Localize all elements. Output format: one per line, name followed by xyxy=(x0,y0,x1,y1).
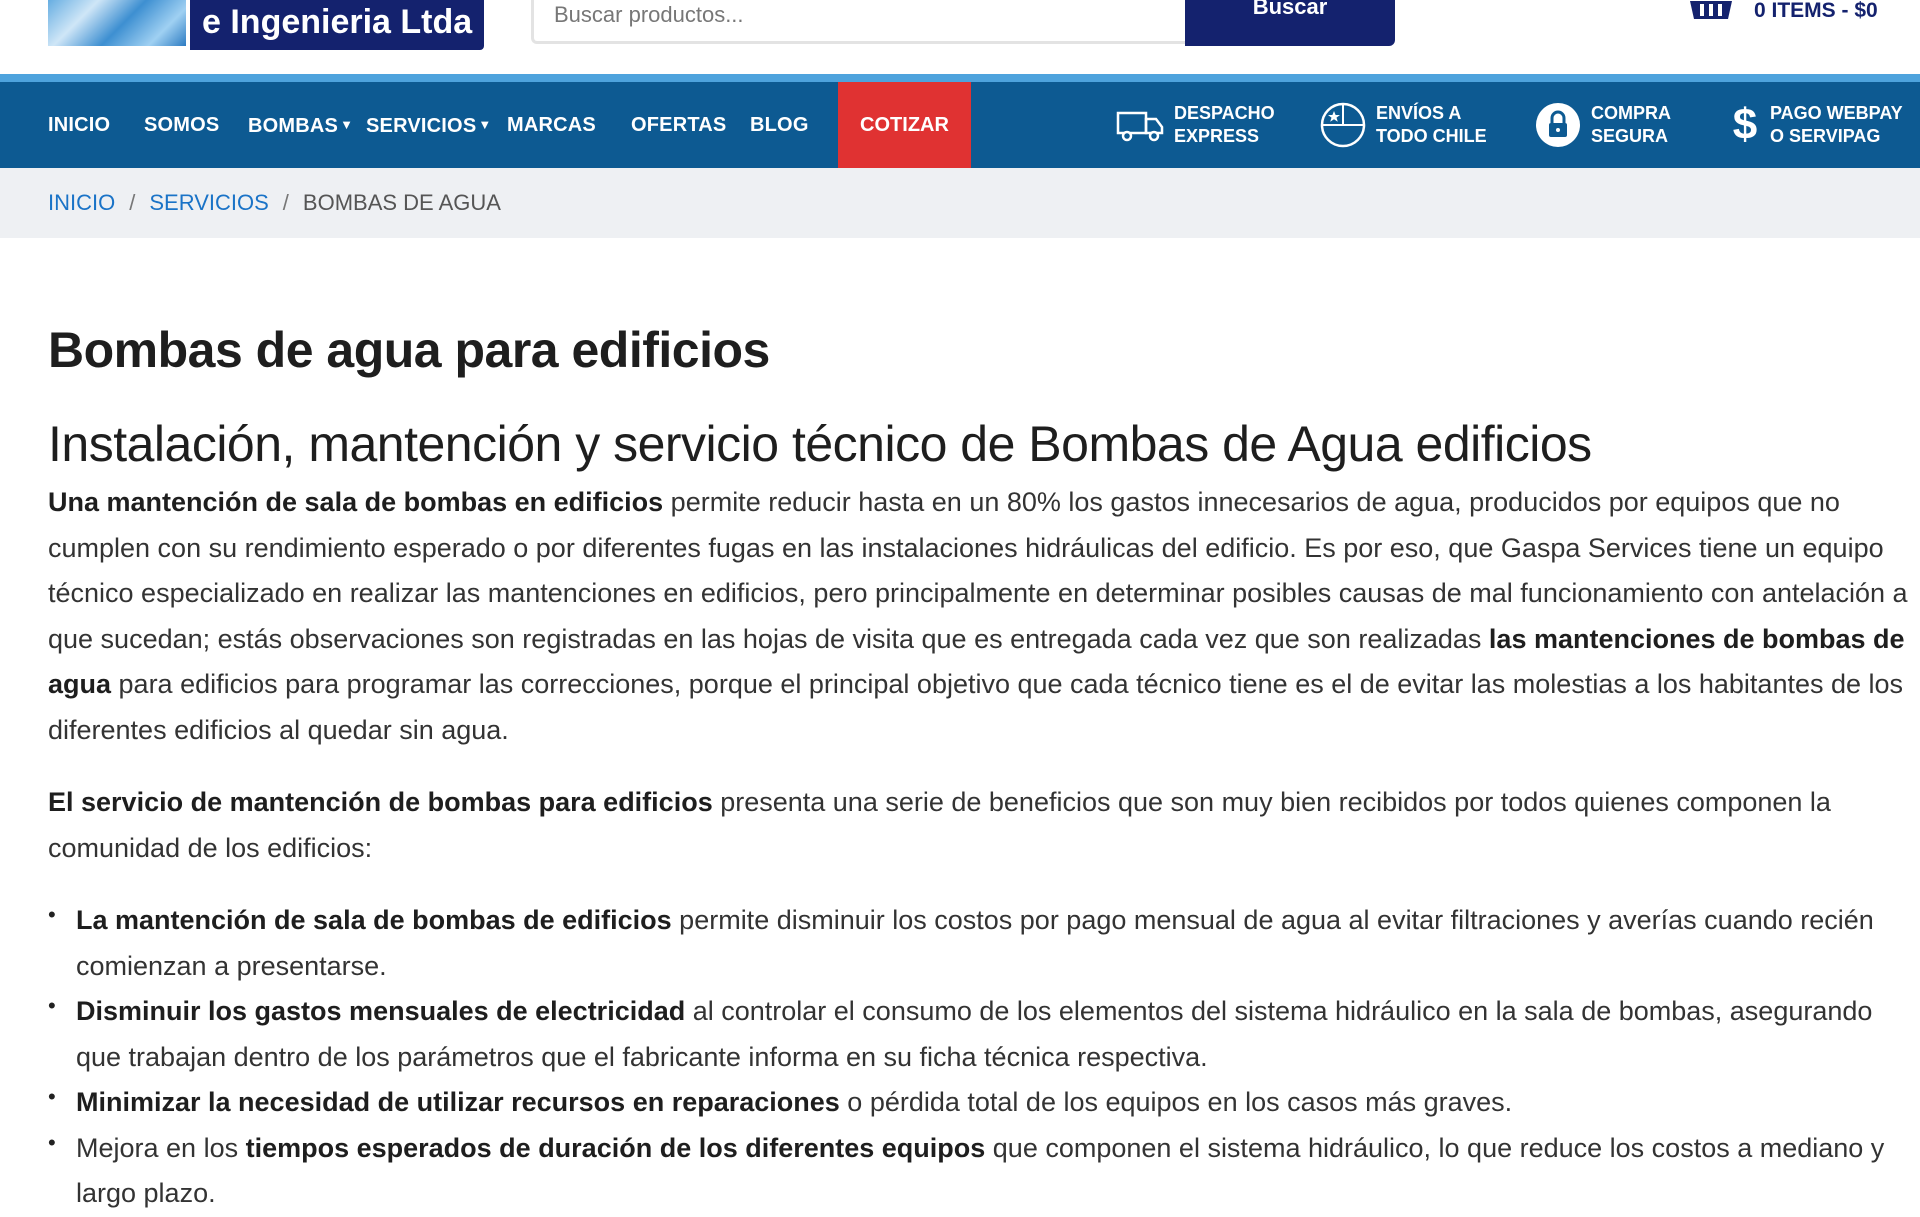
body-text: presenta una serie de beneficios que son muy bien recibidos por todos quienes componen la comunidad de los edificios: xyxy=(48,787,1831,863)
cart-link[interactable] xyxy=(1688,0,1878,26)
perk-line: EXPRESS xyxy=(1174,126,1260,146)
chevron-down-icon: ▼ xyxy=(340,117,354,132)
breadcrumb-separator: / xyxy=(282,190,289,215)
breadcrumb xyxy=(0,168,1920,238)
bold-text: La mantención de sala de bombas de edificios xyxy=(76,905,672,935)
nav-item-blog[interactable]: BLOG xyxy=(750,114,809,136)
search-input[interactable]: Buscar productos... xyxy=(531,0,1185,44)
body-text: o pérdida total de los equipos en los casos más graves. xyxy=(839,1087,1513,1117)
perk-line: TODO CHILE xyxy=(1376,126,1487,146)
list-item xyxy=(76,898,1908,989)
chevron-down-icon: ▼ xyxy=(478,117,492,132)
bold-text: Minimizar la necesidad de utilizar recursos en reparaciones xyxy=(76,1087,840,1117)
benefits-intro-paragraph xyxy=(48,780,1908,871)
lock-icon xyxy=(1535,102,1581,148)
perk-line: COMPRA xyxy=(1591,103,1671,123)
list-item xyxy=(76,1080,1908,1126)
list-item xyxy=(76,1126,1908,1217)
nav-item-servicios[interactable] xyxy=(366,82,491,168)
logo-graphic xyxy=(48,0,186,46)
breadcrumb-separator: / xyxy=(129,190,136,215)
perk-pago-text xyxy=(1770,102,1903,148)
perk-envios-text xyxy=(1376,102,1487,148)
perk-despacho-text xyxy=(1174,102,1275,148)
body-text: permite reducir hasta en un 80% los gastos innecesarios de agua, producidos por equipos que no cumplen con su rendimiento esperado o por diferentes fugas en las instalaciones hidráulicas del edificio. Es por eso, que Gaspa Services tiene un equipo técnico especializado en realizar las mantenciones en edificios, pero principalmente en determinar posibles causas de mal funcionamiento con antelación a que sucedan; estás observaciones son registradas en las hojas de visita que es entregada cada vez que son realizadas xyxy=(48,487,1908,654)
nav-item-somos[interactable]: SOMOS xyxy=(144,114,220,136)
top-header xyxy=(0,0,1920,74)
breadcrumb-home[interactable]: INICIO xyxy=(48,190,116,215)
breadcrumb-servicios[interactable]: SERVICIOS xyxy=(149,190,269,215)
perk-line: PAGO WEBPAY xyxy=(1770,103,1903,123)
perk-line: ENVÍOS A xyxy=(1376,103,1462,123)
perk-line: O SERVIPAG xyxy=(1770,126,1881,146)
nav-item-inicio[interactable]: INICIO xyxy=(48,114,111,136)
perk-pago xyxy=(1730,100,1903,150)
list-item xyxy=(76,989,1908,1080)
main-content xyxy=(48,318,1908,1217)
intro-paragraph xyxy=(48,480,1908,753)
body-text: permite disminuir los costos por pago mensual de agua al evitar filtraciones y averías cuando recién comienzan a presentarse. xyxy=(76,905,1874,981)
bold-text: las mantenciones de bombas de agua xyxy=(48,623,1905,699)
body-text: para edificios para programar las correcciones, porque el principal objetivo que cada técnico tiene es el de evitar las molestias a los habitantes de los diferentes edificios al quedar sin agua. xyxy=(48,669,1904,745)
perk-despacho xyxy=(1116,100,1275,150)
bold-text: tiempos esperados de duración de los diferentes equipos xyxy=(245,1132,986,1163)
body-text: al controlar el consumo de los elementos del sistema hidráulico en la sala de bombas, asegurando que trabajan dentro de los parámetros que el fabricante informa en su ficha técnica respectiva. xyxy=(76,996,1873,1072)
site-logo[interactable] xyxy=(48,0,484,46)
perk-line: DESPACHO xyxy=(1174,103,1275,123)
nav-item-ofertas[interactable]: OFERTAS xyxy=(631,114,727,136)
perk-compra-text xyxy=(1591,102,1671,148)
cart-icon xyxy=(1688,0,1734,23)
main-nav xyxy=(0,74,1920,168)
nav-item-bombas[interactable] xyxy=(248,82,353,168)
cart-summary: 0 ITEMS - $0 xyxy=(1754,0,1878,22)
search-button[interactable]: Buscar xyxy=(1185,0,1395,46)
logo-text: e Ingenieria Ltda xyxy=(190,0,484,50)
nav-item-marcas[interactable]: MARCAS xyxy=(507,114,596,136)
dollar-icon: $ xyxy=(1732,100,1758,149)
page-subtitle: Instalación, mantención y servicio técnico de Bombas de Agua edificios xyxy=(48,416,1592,472)
page-title: Bombas de agua para edificios xyxy=(48,322,770,378)
cotizar-button[interactable]: COTIZAR xyxy=(838,82,971,168)
perk-line: SEGURA xyxy=(1591,126,1669,146)
bold-text: El servicio de mantención de bombas para edificios xyxy=(48,787,713,817)
truck-icon xyxy=(1116,107,1164,143)
body-text: que componen el sistema hidráulico, lo que reduce los costos a mediano y largo plazo. xyxy=(76,1132,1885,1208)
body-text: Mejora en los xyxy=(76,1132,246,1163)
nav-item-bombas-label: BOMBAS xyxy=(248,115,339,137)
chile-flag-icon xyxy=(1320,102,1366,148)
benefits-list xyxy=(48,898,1908,1217)
perk-envios xyxy=(1320,100,1487,150)
breadcrumb-current: BOMBAS DE AGUA xyxy=(302,190,501,215)
bold-text: Disminuir los gastos mensuales de electricidad xyxy=(76,996,686,1026)
perk-compra xyxy=(1535,100,1671,150)
bold-text: Una mantención de sala de bombas en edificios xyxy=(48,487,664,517)
nav-item-servicios-label: SERVICIOS xyxy=(366,115,477,137)
